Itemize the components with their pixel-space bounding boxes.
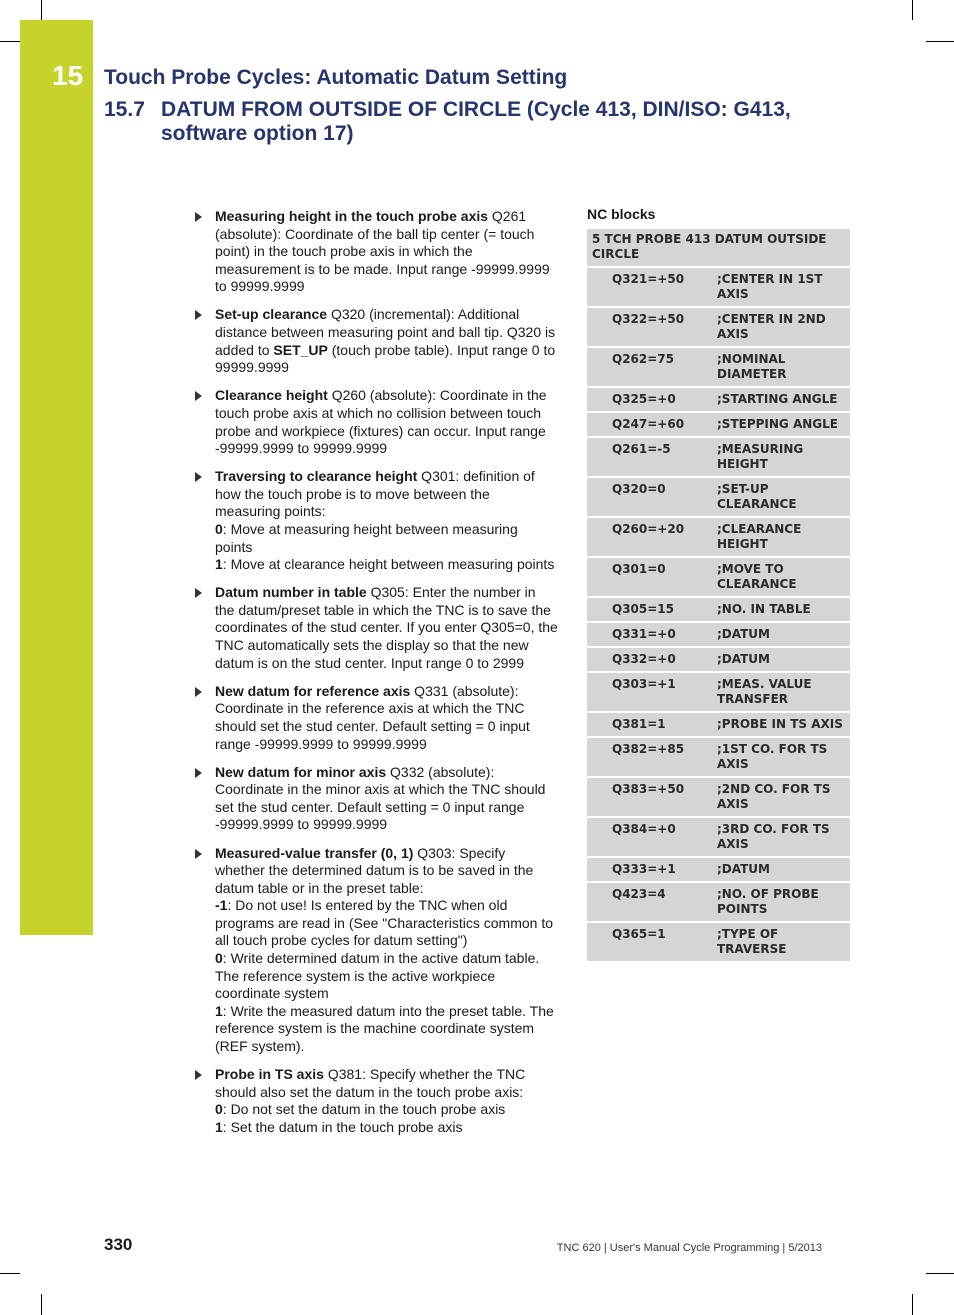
nc-param-cell: Q301=0 [587,557,711,597]
param-label: New datum for reference axis [215,682,411,699]
param-label: Probe in TS axis [215,1066,324,1083]
param-label: Traversing to clearance height [215,468,418,485]
nc-comment-cell: ;DATUM [711,622,850,647]
nc-param-cell: Q333=+1 [587,857,711,882]
nc-block-row [587,672,850,712]
nc-block-row [587,857,850,882]
nc-comment-cell: ;1ST CO. FOR TS AXIS [711,737,850,777]
param-text: Q305: Enter the number in the datum/preset table in which the TNC is to save the coordinates of the stud center. If you enter Q305=0, the TNC automatically sets the display so that the new datum is on the stud center. Input range 0 to 2999 [215,584,558,671]
nc-comment-cell: ;MEAS. VALUE TRANSFER [711,672,850,712]
nc-block-row [587,777,850,817]
nc-param-cell: Q320=0 [587,477,711,517]
bullet-arrow-icon [195,391,202,401]
nc-block-row [587,737,850,777]
nc-header-row [587,229,850,267]
nc-block-row [587,557,850,597]
param-measured-value-transfer [193,845,558,1056]
nc-block-row [587,347,850,387]
nc-comment-cell: ;CLEARANCE HEIGHT [711,517,850,557]
param-label: Datum number in table [215,584,367,601]
parameter-list [193,208,558,1147]
crop-mark [912,1294,913,1315]
bullet-arrow-icon [195,212,202,222]
nc-comment-cell: ;MEASURING HEIGHT [711,437,850,477]
nc-param-cell: Q423=4 [587,882,711,922]
nc-param-cell: Q384=+0 [587,817,711,857]
chapter-title: Touch Probe Cycles: Automatic Datum Setting [104,66,568,89]
param-text: Q320 (incremental): Additional distance between measuring point and ball tip. Q320 is added to [215,306,556,358]
param-label: Measured-value transfer (0, 1) [215,844,414,861]
nc-header-cell: 5 TCH PROBE 413 DATUM OUTSIDE CIRCLE [587,229,850,267]
nc-comment-cell: ;SET-UP CLEARANCE [711,477,850,517]
bullet-arrow-icon [195,472,202,482]
section-title: DATUM FROM OUTSIDE OF CIRCLE (Cycle 413, DIN/ISO: G413, software option 17) [161,98,791,145]
param-setup-clearance [193,306,558,376]
param-option: 0: Write determined datum in the active datum table. The reference system is the active workpiece coordinate system [215,950,540,1002]
param-new-datum-reference [193,683,558,753]
crop-mark [912,0,913,20]
param-traversing [193,468,558,574]
nc-param-cell: Q322=+50 [587,307,711,347]
param-label: Set-up clearance [215,306,328,323]
nc-comment-cell: ;2ND CO. FOR TS AXIS [711,777,850,817]
nc-comment-cell: ;NOMINAL DIAMETER [711,347,850,387]
nc-comment-cell: ;3RD CO. FOR TS AXIS [711,817,850,857]
param-option: -1: Do not use! Is entered by the TNC when old programs are read in (See "Characteristics common to all touch probe cycles for datum setting") [215,897,553,949]
nc-block-row [587,267,850,307]
chapter-number: 15 [52,60,84,91]
nc-comment-cell: ;CENTER IN 2ND AXIS [711,307,850,347]
nc-block-row [587,517,850,557]
nc-comment-cell: ;NO. IN TABLE [711,597,850,622]
nc-block-row [587,882,850,922]
bullet-arrow-icon [195,310,202,320]
nc-comment-cell: ;DATUM [711,857,850,882]
nc-block-row [587,477,850,517]
nc-param-cell: Q303=+1 [587,672,711,712]
nc-blocks-table [587,229,850,963]
nc-block-row [587,817,850,857]
page-number: 330 [104,1235,133,1254]
nc-param-cell: Q331=+0 [587,622,711,647]
param-keyword: SET_UP [273,341,328,358]
param-label: New datum for minor axis [215,763,387,780]
nc-comment-cell: ;DATUM [711,647,850,672]
nc-comment-cell: ;NO. OF PROBE POINTS [711,882,850,922]
nc-param-cell: Q305=15 [587,597,711,622]
param-datum-number [193,584,558,672]
crop-mark [926,41,954,42]
crop-mark [0,1273,20,1274]
nc-blocks-heading: NC blocks [587,206,656,222]
crop-mark [0,41,20,42]
nc-block-row [587,622,850,647]
crop-mark [41,0,42,20]
param-option: 0: Move at measuring height between measuring points [215,521,518,555]
nc-block-row [587,712,850,737]
nc-param-cell: Q262=75 [587,347,711,387]
nc-block-row [587,437,850,477]
param-option: 0: Do not set the datum in the touch probe axis [215,1101,506,1118]
param-text: Q381: Specify whether the TNC should also set the datum in the touch probe axis: [215,1066,526,1100]
nc-comment-cell: ;TYPE OF TRAVERSE [711,922,850,962]
nc-block-row [587,307,850,347]
footer-text: TNC 620 | User's Manual Cycle Programming | 5/2013 [556,1242,822,1254]
bullet-arrow-icon [195,849,202,859]
param-text: Q332 (absolute): Coordinate in the minor axis at which the TNC should set the stud center. Default setting = 0 input range -99999.9999 to 99999.9999 [215,763,546,833]
nc-param-cell: Q381=1 [587,712,711,737]
nc-comment-cell: ;STARTING ANGLE [711,387,850,412]
nc-param-cell: Q365=1 [587,922,711,962]
nc-block-row [587,412,850,437]
param-new-datum-minor [193,764,558,834]
crop-mark [41,1294,42,1315]
param-clearance-height [193,387,558,457]
crop-mark [926,1273,954,1274]
bullet-arrow-icon [195,588,202,598]
bullet-arrow-icon [195,768,202,778]
param-label: Measuring height in the touch probe axis [215,208,489,224]
nc-param-cell: Q260=+20 [587,517,711,557]
nc-comment-cell: ;CENTER IN 1ST AXIS [711,267,850,307]
nc-block-row [587,387,850,412]
param-probe-in-ts-axis [193,1066,558,1136]
param-measuring-height [193,208,558,296]
param-text: Q260 (absolute): Coordinate in the touch probe axis at which no collision between touch probe and workpiece (fixtures) can occur. Input range -99999.9999 to 99999.9999 [215,387,547,457]
param-option: 1: Move at clearance height between measuring points [215,556,555,573]
bullet-arrow-icon [195,1070,202,1080]
nc-param-cell: Q325=+0 [587,387,711,412]
nc-block-row [587,647,850,672]
param-option: 1: Set the datum in the touch probe axis [215,1118,463,1135]
param-text: Q303: Specify whether the determined datum is to be saved in the datum table or in the preset table: [215,844,534,896]
nc-block-row [587,597,850,622]
bullet-arrow-icon [195,687,202,697]
nc-block-row [587,922,850,962]
nc-param-cell: Q383=+50 [587,777,711,817]
section-number: 15.7 [104,98,145,121]
param-label: Clearance height [215,387,328,404]
nc-param-cell: Q247=+60 [587,412,711,437]
param-option: 1: Write the measured datum into the preset table. The reference system is the machine coordinate system (REF system). [215,1002,554,1055]
nc-param-cell: Q382=+85 [587,737,711,777]
chapter-tab [20,20,93,935]
param-text: (touch probe table). Input range 0 to 99999.9999 [215,341,556,376]
nc-param-cell: Q332=+0 [587,647,711,672]
param-text: Q301: definition of how the touch probe is to move between the measuring points: [215,468,535,520]
param-text: Q331 (absolute): Coordinate in the reference axis at which the TNC should set the stud center. Default setting = 0 input range -99999.9999 to 99999.9999 [215,682,530,752]
nc-comment-cell: ;PROBE IN TS AXIS [711,712,850,737]
nc-param-cell: Q261=-5 [587,437,711,477]
nc-comment-cell: ;STEPPING ANGLE [711,412,850,437]
nc-comment-cell: ;MOVE TO CLEARANCE [711,557,850,597]
nc-param-cell: Q321=+50 [587,267,711,307]
param-text: Q261 (absolute): Coordinate of the ball tip center (= touch point) in the touch probe axis in which the measurement is to be made. Input range -99999.9999 to 99999.9999 [215,208,550,295]
